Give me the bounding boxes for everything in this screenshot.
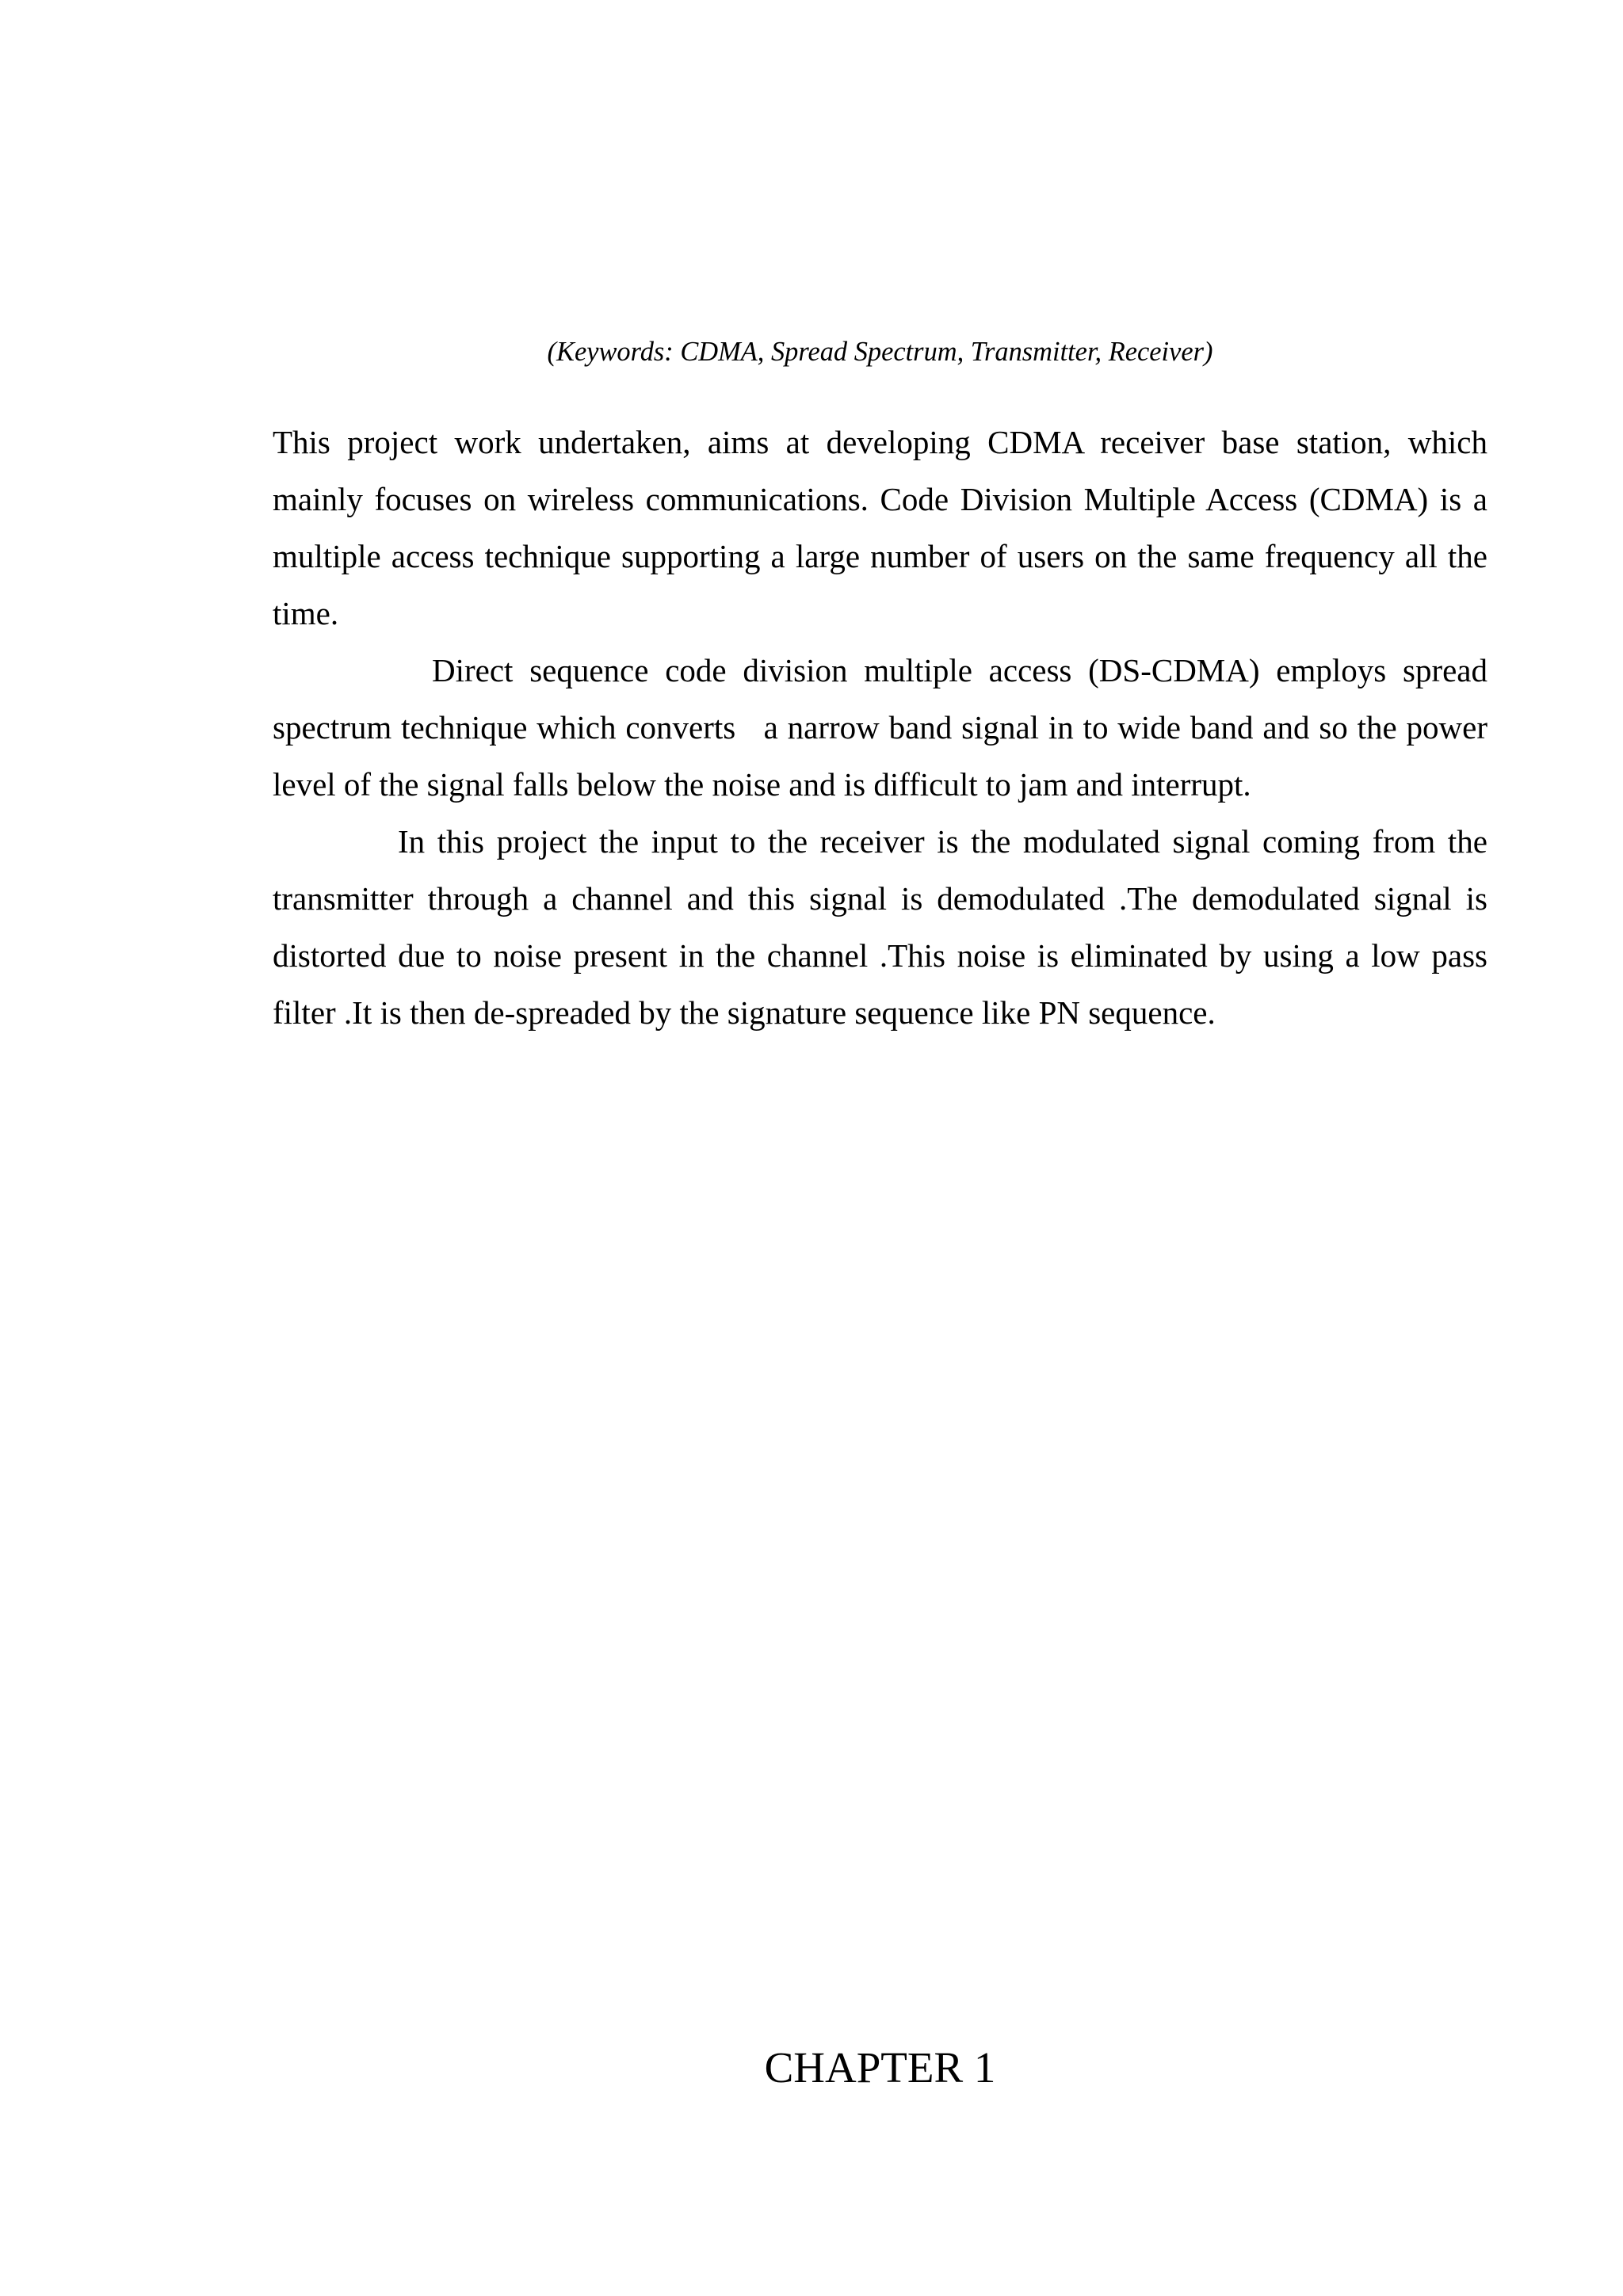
paragraph-line: Direct sequence code division multiple access (DS-CDMA) employs spread [432,652,1487,688]
paragraph-line: time. [273,595,339,631]
abstract-body [273,414,1487,1041]
paragraph-line: level of the signal falls below the noise and is difficult to jam and interrupt. [273,766,1251,803]
paragraph-1 [273,414,1487,642]
paragraph-line: This project work undertaken, aims at developing CDMA receiver base station, which [273,424,1487,460]
paragraph-line: multiple access technique supporting a large number of users on the same frequency all the [273,538,1487,574]
paragraph-line: mainly focuses on wireless communications. Code Division Multiple Access (CDMA) is a [273,481,1487,517]
paragraph-3 [273,813,1487,1041]
keywords-line: (Keywords: CDMA, Spread Spectrum, Transmitter, Receiver) [547,337,1213,367]
paragraph-line: filter .It is then de-spreaded by the signature sequence like PN sequence. [273,994,1216,1031]
paragraph-line: distorted due to noise present in the channel .This noise is eliminated by using a low pass [273,937,1487,974]
paragraph-line: transmitter through a channel and this signal is demodulated .The demodulated signal is [273,880,1487,917]
chapter-heading: CHAPTER 1 [764,2043,996,2092]
paragraph-line: spectrum technique which converts a narrow band signal in to wide band and so the power [273,709,1487,746]
paragraph-line: In this project the input to the receiver is the modulated signal coming from the [398,823,1487,860]
paragraph-2 [273,642,1487,813]
